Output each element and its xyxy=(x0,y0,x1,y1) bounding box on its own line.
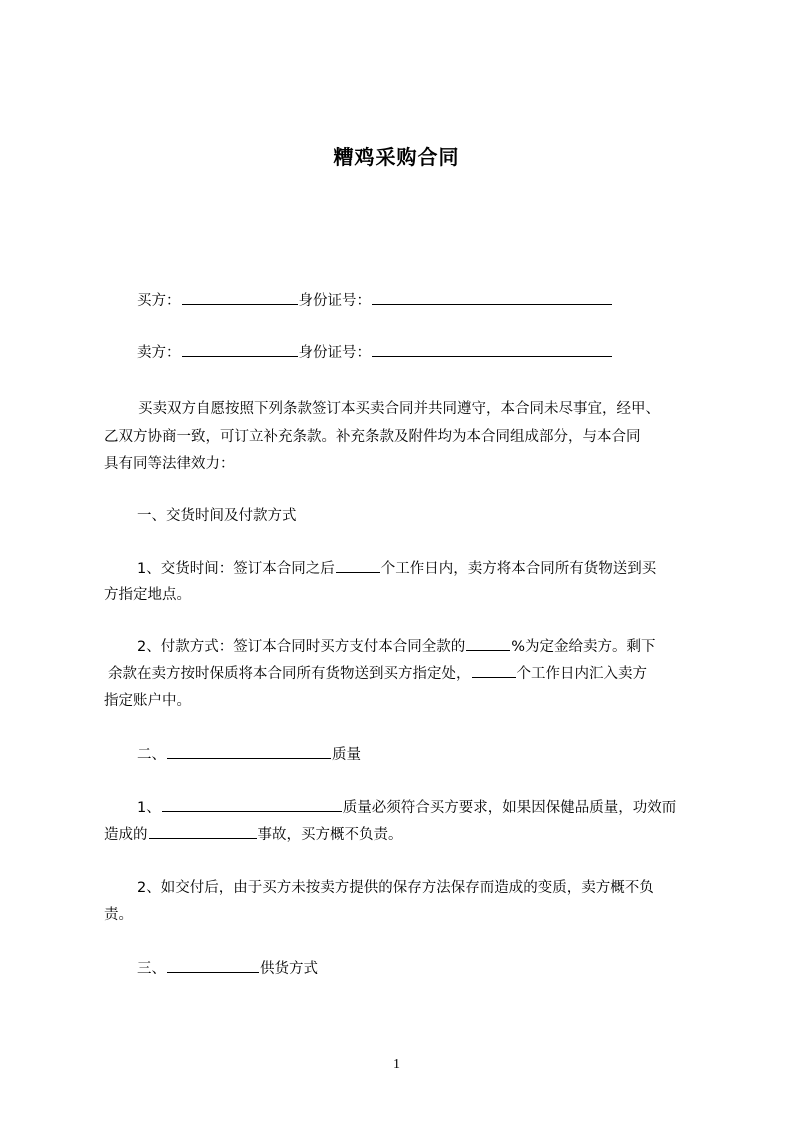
section1-item2-part1: 2、付款方式：签订本合同时买方支付本合同全款的 xyxy=(137,639,466,655)
section2-item1-part1: 1、 xyxy=(137,800,161,816)
buyer-name-field[interactable] xyxy=(182,291,298,305)
delivery-days-field[interactable] xyxy=(336,559,380,573)
section3-supply-field[interactable] xyxy=(167,959,259,973)
seller-line xyxy=(137,342,747,364)
seller-name-field[interactable] xyxy=(182,343,298,357)
intro-line-1: 买卖双方自愿按照下列条款签订本买卖合同并共同遵守，本合同未尽事宜，经甲、 xyxy=(138,401,660,417)
buyer-id-label: 身份证号： xyxy=(298,293,371,309)
section2-item1-line2 xyxy=(104,824,714,846)
section2-heading-suffix: 质量 xyxy=(332,747,361,763)
section1-item1-line2: 方指定地点。 xyxy=(104,587,191,603)
section1-item1-part1: 1、交货时间：签订本合同之后 xyxy=(137,561,335,577)
section2-item2-line1: 2、如交付后，由于买方未按卖方提供的保存方法保存而造成的变质，卖方概不负 xyxy=(137,880,654,896)
section1-item2-line2 xyxy=(108,663,718,685)
seller-id-field[interactable] xyxy=(372,343,612,357)
page-title: 糟鸡采购合同 xyxy=(333,145,460,169)
section2-product-field[interactable] xyxy=(167,745,331,759)
section3-heading xyxy=(137,958,747,980)
section1-item1-line1 xyxy=(137,558,747,580)
section1-heading: 一、交货时间及付款方式 xyxy=(137,508,297,524)
page-number: 1 xyxy=(393,1057,400,1072)
section1-item2-line2-part1: 余款在卖方按时保质将本合同所有货物送到买方指定处， xyxy=(108,666,471,682)
section2-heading xyxy=(137,744,747,766)
section1-item2-part2: %为定金给卖方。剩下 xyxy=(511,639,656,655)
section2-item-field[interactable] xyxy=(162,798,342,812)
balance-days-field[interactable] xyxy=(472,664,516,678)
section1-item2-line3: 指定账户中。 xyxy=(104,693,191,709)
intro-line-2: 乙双方协商一致，可订立补充条款。补充条款及附件均为本合同组成部分，与本合同 xyxy=(104,429,641,445)
section1-item1-part2: 个工作日内，卖方将本合同所有货物送到买 xyxy=(380,561,657,577)
section1-item2-line1 xyxy=(137,636,747,658)
deposit-percent-field[interactable] xyxy=(466,637,510,651)
buyer-line xyxy=(137,290,747,312)
section2-item1-line2-part2: 事故，买方概不负责。 xyxy=(257,827,403,843)
section3-heading-prefix: 三、 xyxy=(137,961,166,977)
seller-id-label: 身份证号： xyxy=(298,345,371,361)
buyer-id-field[interactable] xyxy=(372,291,612,305)
buyer-label: 买方： xyxy=(137,293,181,309)
seller-label: 卖方： xyxy=(137,345,181,361)
section3-heading-suffix: 供货方式 xyxy=(260,961,318,977)
section2-heading-prefix: 二、 xyxy=(137,747,166,763)
intro-line-3: 具有同等法律效力： xyxy=(104,456,235,472)
section1-item2-line2-part2: 个工作日内汇入卖方 xyxy=(516,666,647,682)
section2-item1-line2-part1: 造成的 xyxy=(104,827,148,843)
section2-item1-line1 xyxy=(137,797,747,819)
section2-incident-field[interactable] xyxy=(149,825,257,839)
section2-item2-line2: 责。 xyxy=(104,907,133,923)
section2-item1-part2: 质量必须符合买方要求，如果因保健品质量，功效而 xyxy=(342,800,677,816)
